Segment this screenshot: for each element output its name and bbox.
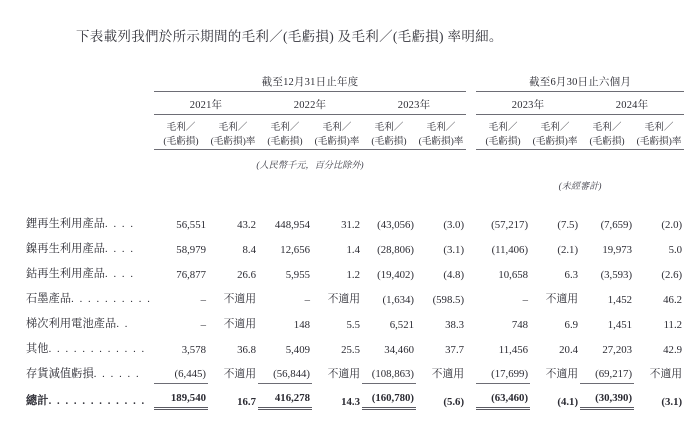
row-label-lithium: [26, 208, 154, 233]
col-header-line1: 毛利／: [540, 122, 570, 133]
col-header-line2: (毛虧損): [371, 135, 407, 147]
unaudited-note: (未經審計): [558, 181, 602, 191]
row-gap: [466, 358, 476, 383]
year-header-2023-annual: 2023年: [362, 92, 466, 115]
cell-2024i-margin: 5.0: [668, 244, 683, 256]
col-header-line1: 毛利／: [374, 122, 404, 133]
row-label-cobalt: [26, 258, 154, 283]
col-header-2023-interim-amount: [476, 115, 530, 150]
col-header-line1: 毛利／: [592, 122, 622, 133]
leader-dots: . . . . . .: [93, 369, 141, 380]
corner-blank: [26, 74, 154, 92]
column-header-blank: [26, 115, 154, 150]
year-row-blank: [26, 92, 154, 115]
total-gap: [466, 383, 476, 408]
cell-2022-amount: 5,409: [285, 344, 310, 356]
group-header-interim: 截至6月30日止六個月: [476, 74, 684, 92]
row-gap: [466, 258, 476, 283]
total-2021-margin: 16.7: [237, 396, 256, 408]
cell-2023i-amount: (57,217): [491, 219, 529, 231]
cell-2022-margin: 不適用: [327, 293, 360, 305]
leader-dots: . .: [116, 319, 129, 330]
col-header-line1: 毛利／: [270, 122, 300, 133]
cell-2023i-amount: 748: [511, 319, 529, 331]
col-header-2022-amount: [258, 115, 312, 150]
cell-2023i-amount: 11,456: [498, 344, 529, 356]
year-header-2021: 2021年: [154, 92, 258, 115]
table-row: [26, 233, 684, 258]
cell-2023i-margin: 不適用: [545, 293, 579, 305]
cell-2024i-amount: (7,659): [600, 219, 633, 231]
cell-2023a-amount: (1,634): [382, 294, 414, 306]
total-2023i-margin: (4.1): [557, 396, 579, 408]
row-label-text: 其他: [26, 343, 49, 355]
row-gap: [466, 208, 476, 233]
group-header-row: [26, 74, 684, 92]
cell-2024i-amount: 27,203: [602, 344, 633, 356]
cell-2021-margin: 43.2: [237, 219, 256, 231]
cell-2023a-amount: 34,460: [384, 344, 414, 356]
cell-2021-margin: 26.6: [237, 269, 256, 281]
col-header-line1: 毛利／: [218, 122, 248, 133]
currency-unit-note: (人民幣千元，百分比除外): [256, 160, 364, 170]
cell-2023a-amount: (19,402): [377, 269, 414, 281]
total-2022-amount: 416,278: [258, 383, 312, 408]
col-header-line2: (毛虧損)率: [314, 135, 360, 147]
cell-2024i-amount: (69,217): [580, 358, 634, 383]
cell-2023a-margin: (3.0): [443, 219, 465, 231]
cell-2022-margin: 不適用: [327, 368, 360, 380]
total-2024i-margin: (3.1): [661, 396, 683, 408]
cell-2022-margin: 1.4: [346, 244, 360, 256]
header-body-spacer: [26, 192, 684, 208]
cell-2021-margin: 不適用: [223, 293, 256, 305]
col-header-2024-interim-amount: [580, 115, 634, 150]
row-label-text: 總計: [26, 395, 49, 407]
col-header-line2: (毛虧損)率: [532, 135, 578, 147]
intro-paragraph: 下表載列我們於所示期間的毛利／(毛虧損) 及毛利／(毛虧損) 率明細。: [76, 29, 503, 44]
col-header-line2: (毛虧損): [589, 135, 625, 147]
col-header-2021-amount: [154, 115, 208, 150]
year-header-2022: 2022年: [258, 92, 362, 115]
cell-2024i-amount: 19,973: [602, 244, 633, 256]
col-header-gap: [466, 115, 476, 150]
total-2024i-amount: (30,390): [580, 383, 634, 408]
cell-2023i-margin: (2.1): [557, 244, 579, 256]
cell-2023i-amount: (11,406): [491, 244, 529, 256]
cell-2024i-margin: (2.6): [661, 269, 683, 281]
cell-2023i-margin: 6.9: [564, 319, 579, 331]
table-row: [26, 283, 684, 308]
audit-note-blank: [26, 171, 154, 192]
cell-2023a-margin: (4.8): [443, 269, 465, 281]
leader-dots: . . . . . . . . . .: [71, 294, 152, 305]
cell-2022-amount: (56,844): [258, 358, 312, 383]
row-label-graphite: [26, 283, 154, 308]
unit-note-gap: [466, 150, 476, 172]
year-header-row: [26, 92, 684, 115]
cell-2024i-margin: 11.2: [663, 319, 683, 331]
table-row: [26, 258, 684, 283]
row-label-text: 存貨減值虧損: [26, 368, 94, 380]
cell-2022-margin: 25.5: [341, 344, 360, 356]
year-header-2023-interim: 2023年: [476, 92, 580, 115]
col-header-line1: 毛利／: [322, 122, 352, 133]
col-header-line2: (毛虧損)率: [418, 135, 464, 147]
cell-2024i-amount: (3,593): [600, 269, 633, 281]
total-2021-amount: 189,540: [154, 383, 208, 408]
cell-2024i-margin: (2.0): [661, 219, 683, 231]
cell-2023a-amount: 6,521: [389, 319, 414, 331]
cell-2024i-amount: 1,452: [607, 294, 633, 306]
year-gap: [466, 92, 476, 115]
leader-dots: . . . .: [105, 269, 135, 280]
cell-2022-amount: 12,656: [280, 244, 310, 256]
col-header-line2: (毛虧損)率: [210, 135, 256, 147]
total-2023a-amount: (160,780): [362, 383, 416, 408]
cell-2021-amount: 58,979: [176, 244, 206, 256]
col-header-2023-annual-amount: [362, 115, 416, 150]
col-header-line1: 毛利／: [488, 122, 518, 133]
table-row: [26, 333, 684, 358]
cell-2024i-margin: 46.2: [663, 294, 683, 306]
group-gap: [466, 74, 476, 92]
cell-2021-margin: 8.4: [242, 244, 256, 256]
row-gap: [466, 233, 476, 258]
cell-2024i-amount: 1,451: [607, 319, 633, 331]
row-label-nickel: [26, 233, 154, 258]
table-row: [26, 358, 684, 383]
col-header-line2: (毛虧損): [485, 135, 521, 147]
group-header-annual: 截至12月31日止年度: [154, 74, 466, 92]
row-label-text: 鎳再生利用產品: [26, 243, 106, 255]
col-header-line2: (毛虧損): [163, 135, 199, 147]
leader-dots: . . . . . . . . . . . .: [48, 396, 146, 407]
col-header-line1: 毛利／: [644, 122, 674, 133]
total-2023i-amount: (63,460): [476, 383, 530, 408]
row-label-echelon-battery: [26, 308, 154, 333]
cell-2022-amount: 448,954: [274, 219, 310, 231]
cell-2022-amount: 5,955: [285, 269, 310, 281]
col-header-2022-margin: [312, 115, 362, 150]
total-2023a-margin: (5.6): [443, 396, 465, 408]
table-row: [26, 308, 684, 333]
cell-2021-margin: 不適用: [223, 318, 256, 330]
table-row: [26, 208, 684, 233]
cell-2022-margin: 31.2: [341, 219, 360, 231]
col-header-2023-annual-margin: [416, 115, 466, 150]
cell-2023i-amount: –: [522, 294, 529, 306]
cell-2023a-margin: (598.5): [432, 294, 465, 306]
cell-2023i-margin: 20.4: [559, 344, 579, 356]
leader-dots: . . . .: [105, 219, 135, 230]
total-2022-margin: 14.3: [341, 396, 360, 408]
row-gap: [466, 283, 476, 308]
row-label-text: 鋰再生利用產品: [26, 218, 106, 230]
cell-2021-margin: 不適用: [223, 368, 256, 380]
row-label-total: [26, 383, 154, 408]
col-header-line1: 毛利／: [426, 122, 456, 133]
cell-2021-amount: (6,445): [154, 358, 208, 383]
cell-2023a-amount: (28,806): [377, 244, 414, 256]
cell-2023a-amount: (43,056): [377, 219, 414, 231]
audit-note-blank-left: [154, 171, 466, 192]
cell-2023a-amount: (108,863): [362, 358, 416, 383]
unit-note-blank-right: [476, 150, 684, 172]
cell-2023a-margin: 38.3: [445, 319, 465, 331]
col-header-2023-interim-margin: [530, 115, 580, 150]
row-gap: [466, 333, 476, 358]
cell-2024i-margin: 不適用: [649, 368, 683, 380]
cell-2024i-margin: 42.9: [663, 344, 683, 356]
table-total-row: [26, 383, 684, 408]
col-header-line1: 毛利／: [166, 122, 196, 133]
column-header-row: [26, 115, 684, 150]
row-gap: [466, 308, 476, 333]
cell-2022-margin: 1.2: [346, 269, 360, 281]
row-label-text: 石墨產品: [26, 293, 72, 305]
cell-2023a-margin: (3.1): [443, 244, 465, 256]
cell-2021-amount: 76,877: [176, 269, 206, 281]
row-label-inventory-impairment: [26, 358, 154, 383]
cell-2021-margin: 36.8: [237, 344, 256, 356]
leader-dots: . . . .: [105, 244, 135, 255]
cell-2023i-margin: 6.3: [564, 269, 579, 281]
gross-profit-table-container: [26, 74, 683, 410]
col-header-2024-interim-margin: [634, 115, 684, 150]
audit-note-row: [26, 171, 684, 192]
cell-2022-margin: 5.5: [346, 319, 360, 331]
gross-profit-margin-table: [26, 74, 684, 410]
leader-dots: . . . . . . . . . . . .: [48, 344, 146, 355]
col-header-2021-margin: [208, 115, 258, 150]
spacer-cell: [26, 192, 684, 208]
cell-2023i-margin: (7.5): [557, 219, 579, 231]
cell-2023i-amount: 10,658: [498, 269, 529, 281]
cell-2022-amount: 148: [293, 319, 310, 331]
row-label-text: 梯次利用電池產品: [26, 318, 117, 330]
row-label-others: [26, 333, 154, 358]
year-header-2024-interim: 2024年: [580, 92, 684, 115]
cell-2021-amount: 3,578: [181, 344, 206, 356]
cell-2023i-amount: (17,699): [476, 358, 530, 383]
unit-note-row: [26, 150, 684, 172]
cell-2021-amount: –: [200, 319, 206, 331]
cell-2023i-margin: 不適用: [545, 368, 579, 380]
cell-2021-amount: –: [200, 294, 206, 306]
row-label-text: 鈷再生利用產品: [26, 268, 106, 280]
col-header-line2: (毛虧損)率: [636, 135, 682, 147]
col-header-line2: (毛虧損): [267, 135, 303, 147]
audit-note-gap: [466, 171, 476, 192]
cell-2023a-margin: 37.7: [445, 344, 465, 356]
cell-2023a-margin: 不適用: [431, 368, 465, 380]
unit-note-blank: [26, 150, 154, 172]
cell-2021-amount: 56,551: [176, 219, 206, 231]
cell-2022-amount: –: [304, 294, 310, 306]
